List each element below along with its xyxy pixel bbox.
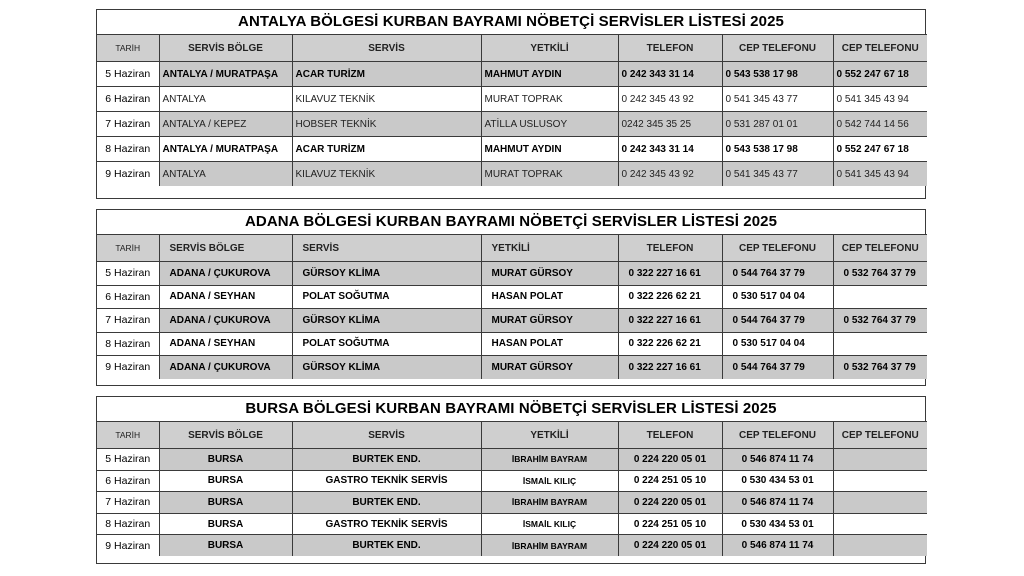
row-region: BURSA [159, 449, 292, 471]
row-cell1: 0 530 517 04 04 [722, 332, 833, 356]
header-region: SERVİS BÖLGE [159, 235, 292, 262]
row-phone: 0 242 343 31 14 [618, 137, 722, 162]
header-contact: YETKİLİ [481, 35, 618, 62]
header-cell1: CEP TELEFONU [722, 422, 833, 449]
row-cell2: 0 532 764 37 79 [833, 309, 927, 333]
row-phone: 0 242 345 43 92 [618, 162, 722, 187]
header-cell2: CEP TELEFONU [833, 422, 927, 449]
row-service: GASTRO TEKNİK SERVİS [292, 513, 481, 535]
row-date: 8 Haziran [97, 513, 159, 535]
row-date: 5 Haziran [97, 449, 159, 471]
table-row [97, 309, 927, 333]
row-region: ADANA / ÇUKUROVA [159, 262, 292, 286]
row-cell1: 0 543 538 17 98 [722, 137, 833, 162]
row-cell1: 0 530 434 53 01 [722, 513, 833, 535]
row-date: 6 Haziran [97, 285, 159, 309]
row-cell2: 0 532 764 37 79 [833, 262, 927, 286]
header-date: TARİH [97, 235, 159, 262]
header-date: TARİH [97, 35, 159, 62]
row-cell2: 0 542 744 14 56 [833, 112, 927, 137]
row-region: ADANA / SEYHAN [159, 332, 292, 356]
header-cell1: CEP TELEFONU [722, 235, 833, 262]
row-cell1: 0 544 764 37 79 [722, 309, 833, 333]
row-region: ANTALYA / KEPEZ [159, 112, 292, 137]
row-cell1: 0 541 345 43 77 [722, 87, 833, 112]
row-cell1: 0 544 764 37 79 [722, 262, 833, 286]
row-region: ADANA / ÇUKUROVA [159, 356, 292, 379]
adana-section [96, 209, 926, 386]
row-contact: İSMAİL KILIÇ [481, 470, 618, 492]
row-cell1: 0 530 517 04 04 [722, 285, 833, 309]
row-date: 9 Haziran [97, 535, 159, 556]
table-row [97, 87, 927, 112]
antalya-table [97, 34, 927, 186]
row-contact: MURAT TOPRAK [481, 87, 618, 112]
row-service: POLAT SOĞUTMA [292, 332, 481, 356]
header-cell2: CEP TELEFONU [833, 235, 927, 262]
header-contact: YETKİLİ [481, 422, 618, 449]
row-phone: 0 224 220 05 01 [618, 492, 722, 514]
row-service: ACAR TURİZM [292, 137, 481, 162]
header-cell2: CEP TELEFONU [833, 35, 927, 62]
row-cell2 [833, 332, 927, 356]
header-phone: TELEFON [618, 35, 722, 62]
row-phone: 0 322 227 16 61 [618, 356, 722, 379]
row-date: 9 Haziran [97, 356, 159, 379]
table-row [97, 262, 927, 286]
row-contact: MAHMUT AYDIN [481, 137, 618, 162]
table-header-row [97, 235, 927, 262]
header-region: SERVİS BÖLGE [159, 35, 292, 62]
row-contact: İBRAHİM BAYRAM [481, 535, 618, 556]
row-date: 9 Haziran [97, 162, 159, 187]
antalya-title: ANTALYA BÖLGESİ KURBAN BAYRAMI NÖBETÇİ SERVİSLER LİSTESİ 2025 [97, 10, 925, 35]
row-phone: 0 242 343 31 14 [618, 62, 722, 87]
header-service: SERVİS [292, 235, 481, 262]
header-service: SERVİS [292, 422, 481, 449]
row-phone: 0 322 226 62 21 [618, 332, 722, 356]
row-contact: İBRAHİM BAYRAM [481, 492, 618, 514]
row-cell1: 0 546 874 11 74 [722, 492, 833, 514]
table-row [97, 112, 927, 137]
row-phone: 0 224 220 05 01 [618, 535, 722, 556]
row-date: 8 Haziran [97, 137, 159, 162]
row-cell2: 0 532 764 37 79 [833, 356, 927, 379]
row-region: ANTALYA [159, 87, 292, 112]
row-service: BURTEK END. [292, 449, 481, 471]
row-cell1: 0 531 287 01 01 [722, 112, 833, 137]
row-phone: 0 224 251 05 10 [618, 513, 722, 535]
table-header-row [97, 35, 927, 62]
bursa-section [96, 396, 926, 564]
row-cell2 [833, 449, 927, 471]
header-region: SERVİS BÖLGE [159, 422, 292, 449]
adana-title: ADANA BÖLGESİ KURBAN BAYRAMI NÖBETÇİ SERVİSLER LİSTESİ 2025 [97, 210, 925, 235]
row-phone: 0 224 220 05 01 [618, 449, 722, 471]
row-cell1: 0 541 345 43 77 [722, 162, 833, 187]
header-service: SERVİS [292, 35, 481, 62]
row-cell2: 0 541 345 43 94 [833, 87, 927, 112]
row-contact: HASAN POLAT [481, 285, 618, 309]
row-contact: MURAT GÜRSOY [481, 309, 618, 333]
row-cell1: 0 546 874 11 74 [722, 535, 833, 556]
table-header-row [97, 422, 927, 449]
row-cell2: 0 541 345 43 94 [833, 162, 927, 187]
row-cell2: 0 552 247 67 18 [833, 62, 927, 87]
table-row [97, 492, 927, 514]
row-region: BURSA [159, 492, 292, 514]
row-date: 7 Haziran [97, 492, 159, 514]
header-phone: TELEFON [618, 422, 722, 449]
row-cell2 [833, 492, 927, 514]
row-service: GÜRSOY KLİMA [292, 309, 481, 333]
table-row [97, 470, 927, 492]
row-service: POLAT SOĞUTMA [292, 285, 481, 309]
row-region: BURSA [159, 535, 292, 556]
row-cell2 [833, 535, 927, 556]
row-service: KILAVUZ TEKNİK [292, 162, 481, 187]
row-cell2 [833, 513, 927, 535]
row-contact: MURAT TOPRAK [481, 162, 618, 187]
row-region: ANTALYA / MURATPAŞA [159, 137, 292, 162]
row-region: ANTALYA [159, 162, 292, 187]
row-service: BURTEK END. [292, 492, 481, 514]
row-region: BURSA [159, 470, 292, 492]
row-cell2 [833, 470, 927, 492]
table-row [97, 62, 927, 87]
row-service: ACAR TURİZM [292, 62, 481, 87]
row-region: ADANA / ÇUKUROVA [159, 309, 292, 333]
row-date: 7 Haziran [97, 309, 159, 333]
table-row [97, 513, 927, 535]
header-contact: YETKİLİ [481, 235, 618, 262]
row-date: 5 Haziran [97, 262, 159, 286]
row-service: GASTRO TEKNİK SERVİS [292, 470, 481, 492]
table-row [97, 449, 927, 471]
row-phone: 0242 345 35 25 [618, 112, 722, 137]
row-date: 7 Haziran [97, 112, 159, 137]
row-contact: İSMAİL KILIÇ [481, 513, 618, 535]
row-service: GÜRSOY KLİMA [292, 356, 481, 379]
row-phone: 0 224 251 05 10 [618, 470, 722, 492]
row-contact: MURAT GÜRSOY [481, 262, 618, 286]
row-contact: MURAT GÜRSOY [481, 356, 618, 379]
bursa-title: BURSA BÖLGESİ KURBAN BAYRAMI NÖBETÇİ SERVİSLER LİSTESİ 2025 [97, 397, 925, 422]
row-cell2 [833, 285, 927, 309]
row-phone: 0 322 227 16 61 [618, 309, 722, 333]
row-cell1: 0 546 874 11 74 [722, 449, 833, 471]
bursa-table [97, 421, 927, 556]
row-contact: HASAN POLAT [481, 332, 618, 356]
row-region: ANTALYA / MURATPAŞA [159, 62, 292, 87]
row-contact: MAHMUT AYDIN [481, 62, 618, 87]
header-cell1: CEP TELEFONU [722, 35, 833, 62]
header-phone: TELEFON [618, 235, 722, 262]
table-row [97, 285, 927, 309]
row-cell1: 0 543 538 17 98 [722, 62, 833, 87]
table-row [97, 162, 927, 187]
row-date: 5 Haziran [97, 62, 159, 87]
table-row [97, 332, 927, 356]
row-phone: 0 322 226 62 21 [618, 285, 722, 309]
row-date: 6 Haziran [97, 470, 159, 492]
row-cell1: 0 530 434 53 01 [722, 470, 833, 492]
table-row [97, 356, 927, 379]
table-row [97, 137, 927, 162]
antalya-section [96, 9, 926, 199]
row-cell1: 0 544 764 37 79 [722, 356, 833, 379]
row-service: BURTEK END. [292, 535, 481, 556]
row-date: 8 Haziran [97, 332, 159, 356]
row-service: HOBSER TEKNİK [292, 112, 481, 137]
row-date: 6 Haziran [97, 87, 159, 112]
row-contact: ATİLLA USLUSOY [481, 112, 618, 137]
row-service: KILAVUZ TEKNİK [292, 87, 481, 112]
row-region: BURSA [159, 513, 292, 535]
row-service: GÜRSOY KLİMA [292, 262, 481, 286]
adana-table [97, 234, 927, 379]
row-phone: 0 242 345 43 92 [618, 87, 722, 112]
row-phone: 0 322 227 16 61 [618, 262, 722, 286]
row-region: ADANA / SEYHAN [159, 285, 292, 309]
header-date: TARİH [97, 422, 159, 449]
table-row [97, 535, 927, 556]
row-cell2: 0 552 247 67 18 [833, 137, 927, 162]
row-contact: İBRAHİM BAYRAM [481, 449, 618, 471]
